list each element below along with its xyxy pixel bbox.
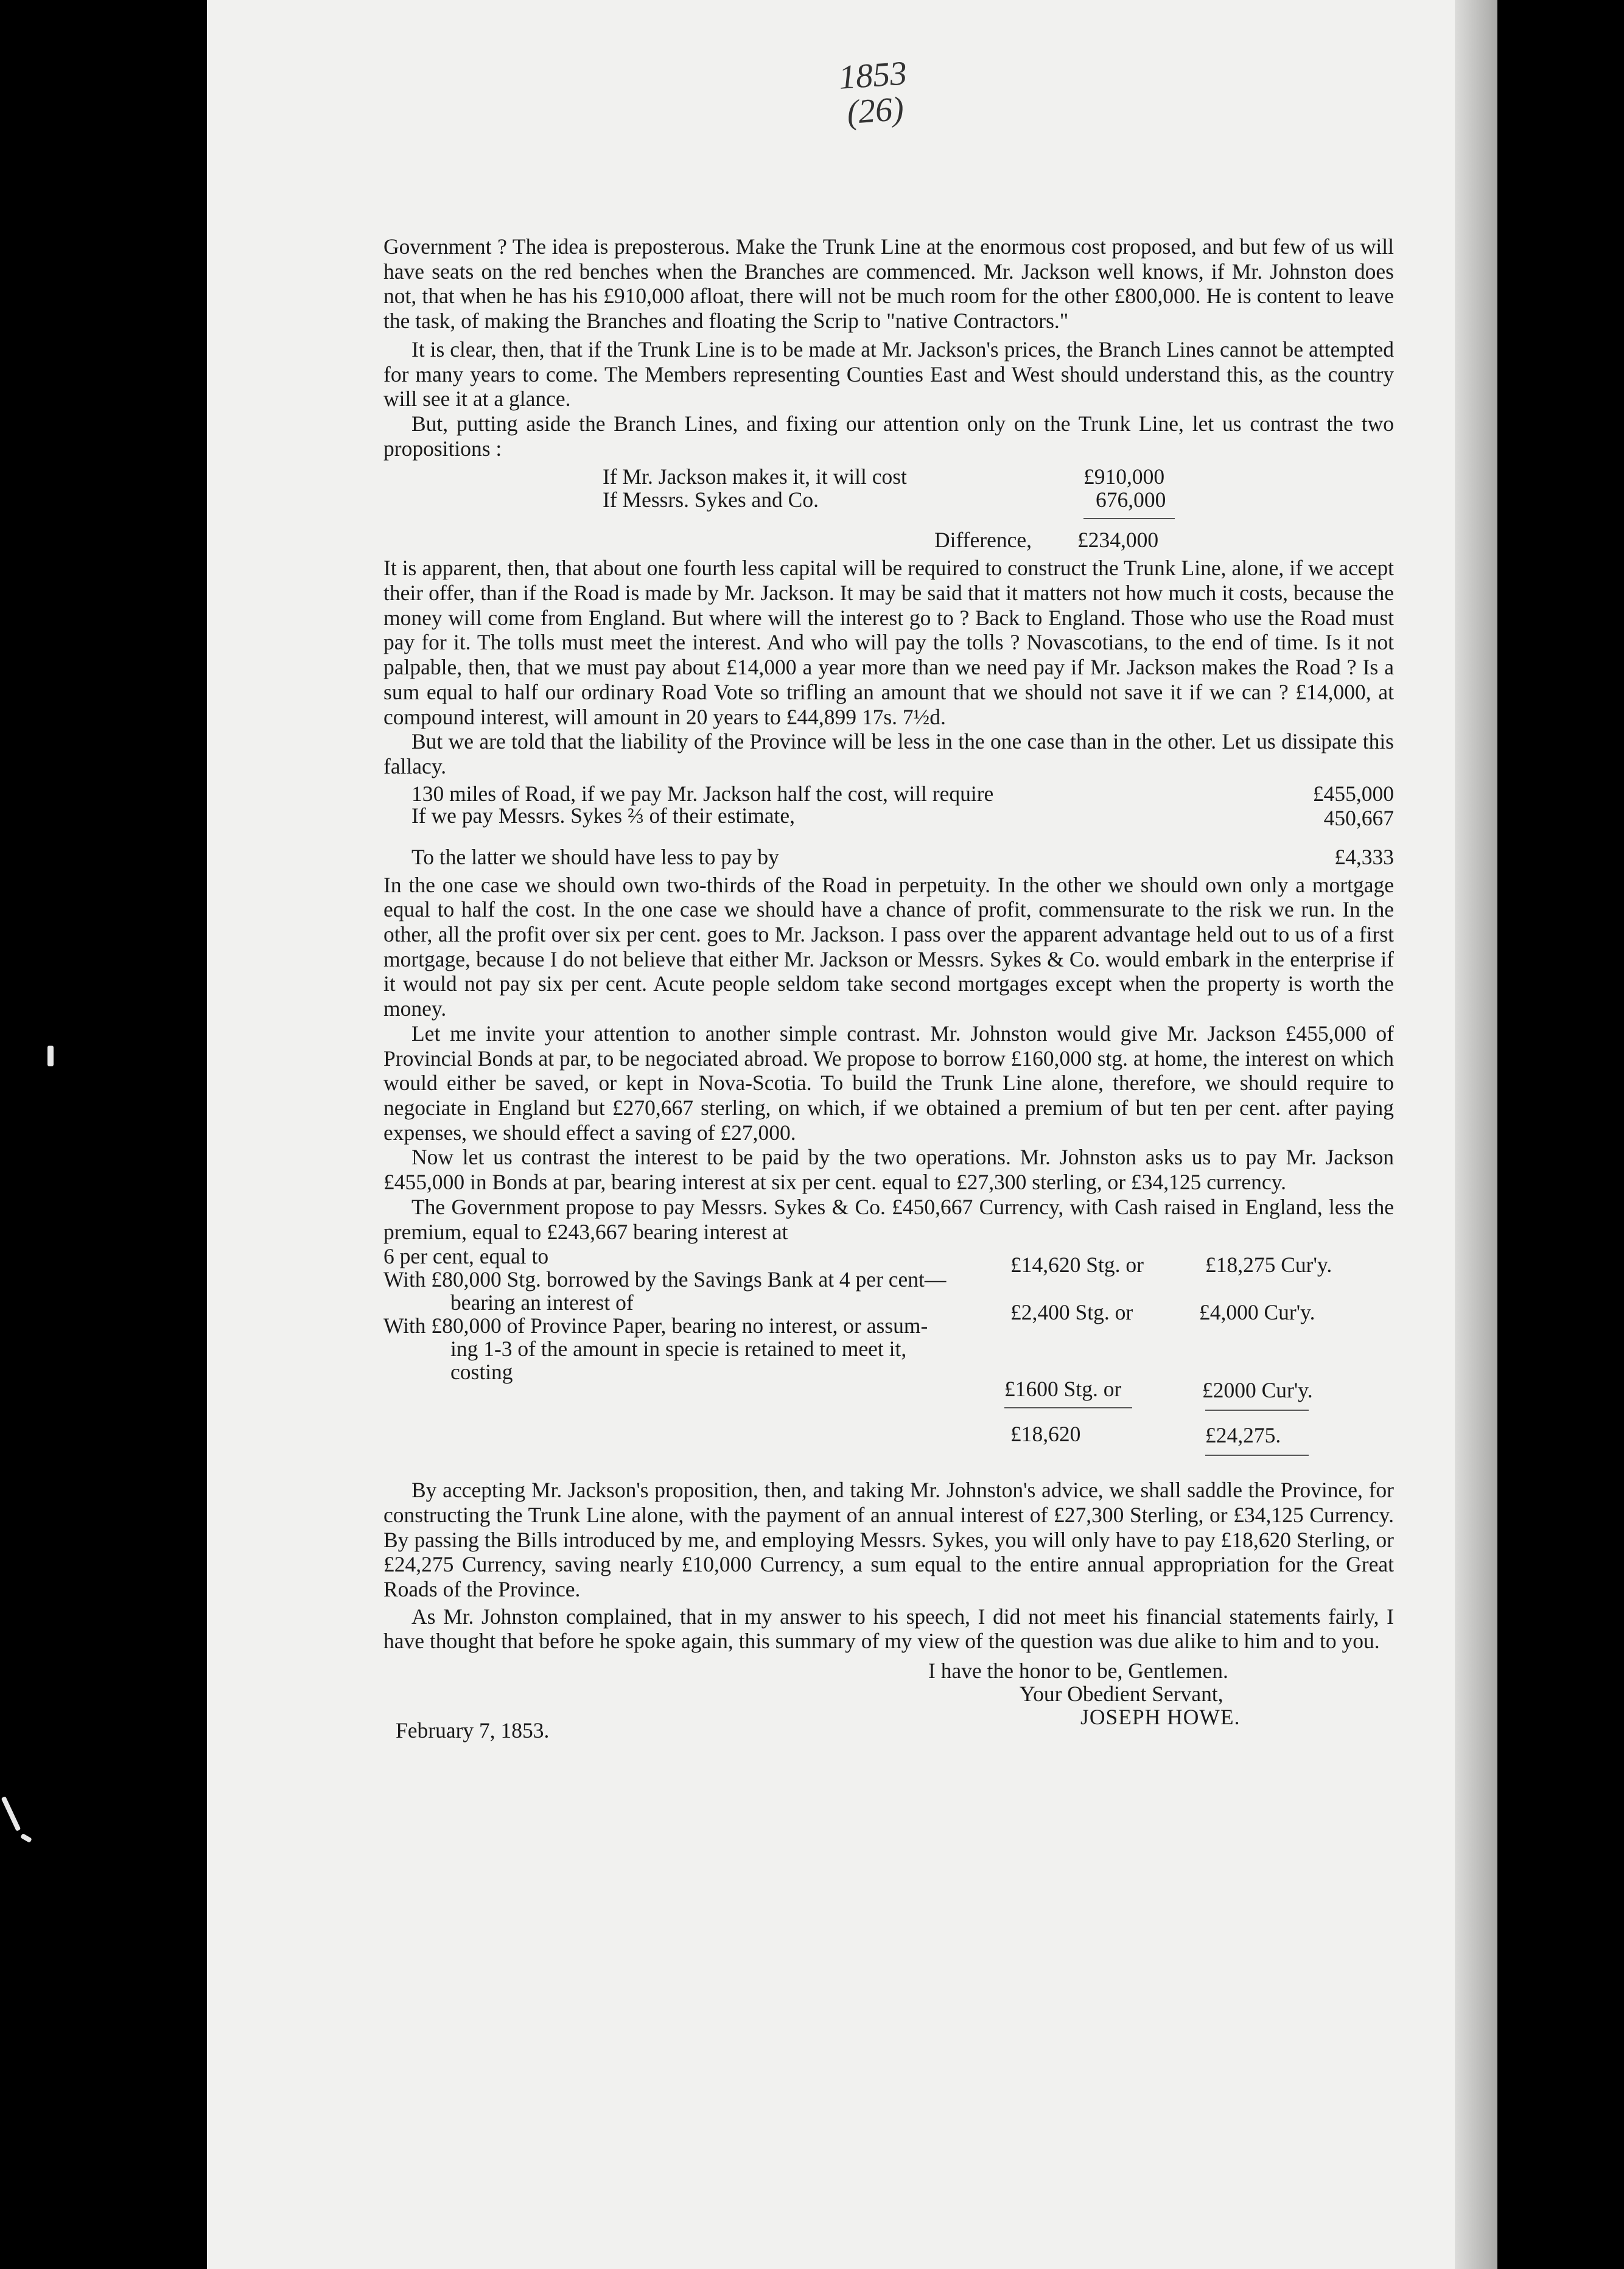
sum-rule	[1004, 1407, 1132, 1408]
interest-row2-sterling: £2,400 Stg. or	[1010, 1300, 1133, 1325]
interest-row2-label: With £80,000 Stg. borrowed by the Savings Bank at 4 per cent—	[383, 1267, 947, 1292]
paragraph: But, putting aside the Branch Lines, and fixing our attention only on the Trunk Line, let us contrast the two propositions :	[383, 411, 1394, 461]
sum-rule	[1205, 1455, 1309, 1456]
liability-value-difference: £4,333	[1334, 844, 1394, 869]
paragraph: It is clear, then, that if the Trunk Line is to be made at Mr. Jackson's prices, the Branch Lines cannot be attempted for many years to come. The Members representing Counties East and West should understand this, as the country will see it at a glance.	[383, 337, 1394, 411]
closing-salutation: I have the honor to be, Gentlemen.	[928, 1659, 1228, 1683]
liability-value-sykes: 450,667	[1323, 805, 1394, 830]
paragraph: By accepting Mr. Jackson's proposition, then, and taking Mr. Johnston's advice, we shall saddle the Province, for constructing the Trunk Line alone, with the payment of an annual interest of £27,300 Sterling, or £34,125 Currency. By passing the Bills introduced by me, and employing Messrs. Sykes, you will only have to pay £18,620 Sterling, or £24,275 Currency, saving nearly £10,000 Currency, a sum equal to the entire annual appropriation for the Great Roads of the Province.	[383, 1478, 1394, 1602]
interest-row3-label-cont: ing 1-3 of the amount in specie is retained to meet it,	[450, 1337, 907, 1362]
stamp-number: (26)	[845, 89, 905, 132]
paragraph: As Mr. Johnston complained, that in my answer to his speech, I did not meet his financial statements fairly, I have thought that before he spoke again, this summary of my view of the question was due alike to him and to you.	[383, 1604, 1394, 1654]
paragraph: Now let us contrast the interest to be paid by the two operations. Mr. Johnston asks us to pay Mr. Jackson £455,000 in Bonds at par, bearing interest at six per cent. equal to £27,300 sterling, or £34,125 currency.	[383, 1145, 1394, 1195]
paragraph: Let me invite your attention to another simple contrast. Mr. Johnston would give Mr. Jackson £455,000 of Provincial Bonds at par, to be negociated abroad. We propose to borrow £160,000 stg. at home, the interest on which would either be saved, or kept in Nova-Scotia. To build the Trunk Line alone, therefore, we should require to negociate in England but £270,667 sterling, on which, if we obtained a premium of but ten per cent. after paying expenses, we should effect a saving of £27,000.	[383, 1021, 1394, 1145]
interest-row2-currency: £4,000 Cur'y.	[1199, 1300, 1315, 1325]
paragraph: Government ? The idea is preposterous. Make the Trunk Line at the enormous cost proposed, and but few of us will have seats on the red benches when the Branches are commenced. Mr. Jackson well knows, if Mr. Johnston does not, that when he has his £910,000 afloat, there will not be much room for the other £800,000. He is content to leave the task, of making the Branches and floating the Scrip to "native Contractors."	[383, 234, 1394, 334]
stamp-year: 1853	[837, 54, 909, 97]
paragraph: It is apparent, then, that about one fourth less capital will be required to construct the Trunk Line, alone, if we accept their offer, than if the Road is made by Mr. Jackson. It may be said that it matters not how much it costs, because the money will come from England. But where will the interest go to ? Back to England. Those who use the Road must pay for it. The tolls must meet the interest. And who will pay the tolls ? Novascotians, to the end of time. Is it not palpable, then, that we must pay about £14,000 a year more than we need pay if Mr. Jackson makes the Road ? Is a sum equal to half our ordinary Road Vote so trifling an amount that we should not save it if we can ? £14,000, at compound interest, will amount in 20 years to £44,899 17s. 7½d.	[383, 556, 1394, 729]
interest-row1-sterling: £14,620 Stg. or	[1010, 1253, 1144, 1278]
liability-label-difference: To the latter we should have less to pay by	[411, 844, 779, 869]
document-page	[207, 0, 1497, 2269]
liability-label-jackson: 130 miles of Road, if we pay Mr. Jackson half the cost, will require	[411, 781, 994, 806]
letter-date: February 7, 1853.	[396, 1718, 550, 1743]
interest-row3-label: With £80,000 of Province Paper, bearing no interest, or assum-	[383, 1313, 928, 1338]
interest-row1-currency: £18,275 Cur'y.	[1205, 1253, 1332, 1278]
interest-table	[383, 1244, 1394, 1475]
letter-body	[383, 234, 1394, 1774]
page-edge-shadow	[1455, 0, 1497, 2269]
liability-table	[383, 781, 1394, 873]
signature-name: JOSEPH HOWE.	[1080, 1705, 1241, 1730]
cost-label-sykes: If Messrs. Sykes and Co.	[603, 488, 819, 512]
archive-stamp	[838, 55, 911, 131]
cost-value-sykes: 676,000	[1096, 488, 1166, 512]
liability-label-sykes: If we pay Messrs. Sykes ⅔ of their estimate,	[411, 803, 795, 828]
interest-total-sterling: £18,620	[1010, 1422, 1081, 1447]
sum-rule	[1083, 518, 1175, 519]
scan-mark	[20, 1833, 32, 1843]
cost-value-jackson: £910,000	[1083, 464, 1165, 489]
paragraph: But we are told that the liability of the Province will be less in the one case than in the other. Let us dissipate this fallacy.	[383, 729, 1394, 778]
interest-row2-label-cont: bearing an interest of	[450, 1290, 634, 1315]
scan-mark	[1, 1796, 21, 1831]
paragraph: In the one case we should own two-thirds of the Road in perpetuity. In the other we should own only a mortgage equal to half the cost. In the one case we should have a chance of profit, commensurate to the risk we run. In the other, all the profit over six per cent. goes to Mr. Jackson. I pass over the apparent advantage held out to us of a first mortgage, because I do not believe that either Mr. Jackson or Messrs. Sykes & Co. would embark in the enterprise if it would not pay six per cent. Acute people seldom take second mortgages except when the property is worth the money.	[383, 872, 1394, 1021]
cost-label-jackson: If Mr. Jackson makes it, it will cost	[603, 464, 907, 489]
interest-total-currency: £24,275.	[1205, 1423, 1281, 1448]
interest-row3-label-cont: costing	[450, 1360, 513, 1385]
difference-value: £234,000	[1077, 528, 1159, 553]
closing-servant: Your Obedient Servant,	[1020, 1682, 1223, 1707]
interest-row1-label: 6 per cent, equal to	[383, 1244, 549, 1269]
sum-rule	[1205, 1410, 1309, 1411]
liability-value-jackson: £455,000	[1312, 781, 1394, 806]
interest-row3-sterling: £1600 Stg. or	[1004, 1377, 1122, 1402]
cost-contrast-table	[383, 464, 1394, 556]
interest-row3-currency: £2000 Cur'y.	[1202, 1378, 1313, 1403]
scan-mark	[47, 1046, 54, 1066]
closing-block	[383, 1659, 1394, 1774]
difference-label: Difference,	[934, 528, 1032, 553]
paragraph: The Government propose to pay Messrs. Sykes & Co. £450,667 Currency, with Cash raised in England, less the premium, equal to £243,667 bearing interest at	[383, 1194, 1394, 1244]
